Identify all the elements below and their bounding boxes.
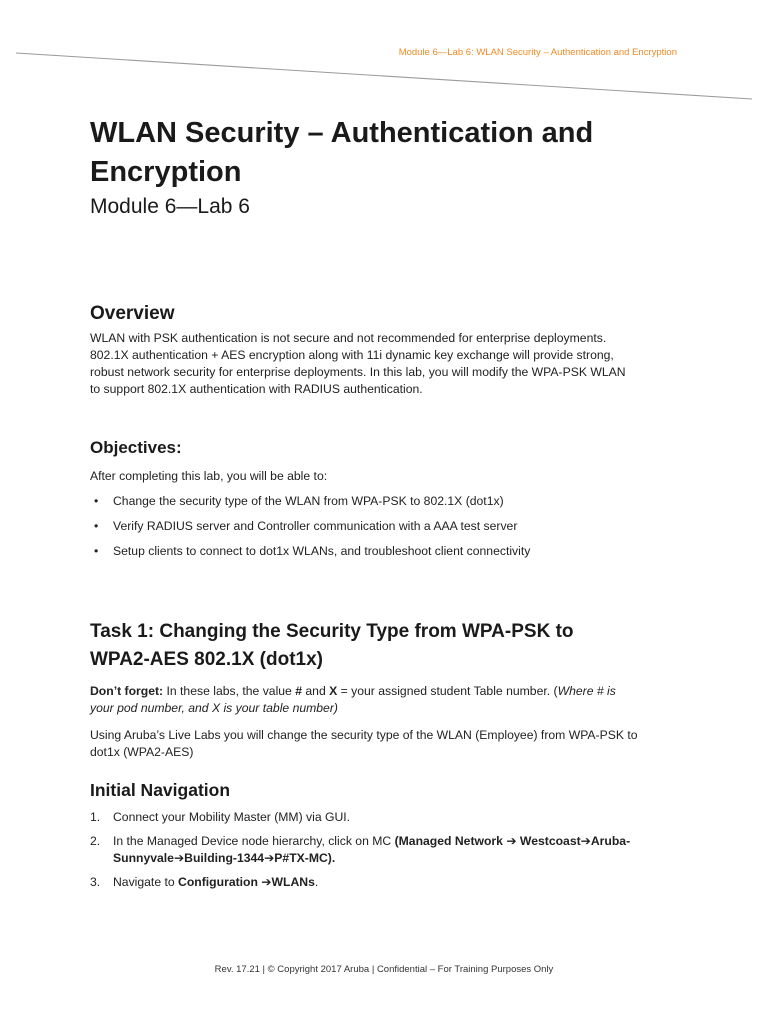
- note-text: and: [302, 684, 330, 698]
- step-number: 1.: [90, 810, 101, 824]
- document-body: [90, 114, 680, 898]
- step-path: Configuration ➔WLANs: [178, 875, 315, 889]
- page-title: [90, 114, 680, 192]
- objective-text: Setup clients to connect to dot1x WLANs, and troubleshoot client connectivity: [113, 544, 531, 558]
- overview-line: WLAN with PSK authentication is not secure and not recommended for enterprise deployments.: [90, 331, 607, 345]
- task1-heading-line-1: Task 1: Changing the Security Type from WPA-PSK to: [90, 621, 574, 642]
- page-subtitle: Module 6—Lab 6: [90, 195, 250, 218]
- note-text: = your assigned student Table number. (: [337, 684, 558, 698]
- step-text: Connect your Mobility Master (MM) via GUI.: [113, 810, 351, 824]
- note-symbol: #: [295, 684, 303, 698]
- page-footer: Rev. 17.21 | © Copyright 2017 Aruba | Confidential – For Training Purposes Only: [214, 964, 554, 975]
- note-italic: Where # is: [557, 684, 616, 698]
- overview-heading: Overview: [90, 303, 175, 324]
- objective-text: Change the security type of the WLAN from WPA-PSK to 802.1X (dot1x): [113, 494, 504, 508]
- objective-text: Verify RADIUS server and Controller communication with a AAA test server: [113, 519, 518, 533]
- note-label: Don’t forget:: [90, 684, 164, 698]
- objectives-heading: Objectives:: [90, 438, 182, 457]
- step-text: .: [314, 875, 319, 889]
- objectives-list: [90, 493, 680, 560]
- overview-line: robust network security for enterprise deployments. In this lab, you will modify the WPA-PSK WLAN: [90, 365, 626, 379]
- overview-line: 802.1X authentication + AES encryption along with 11i dynamic key exchange will provide strong,: [90, 348, 614, 362]
- list-item: [90, 518, 680, 535]
- list-item: [90, 493, 680, 510]
- task1-line: dot1x (WPA2-AES): [90, 745, 194, 759]
- list-item: [90, 809, 680, 826]
- task1-heading-line-2: WPA2-AES 802.1X (dot1x): [90, 649, 323, 670]
- step-text: Navigate to: [113, 875, 179, 889]
- objectives-intro: After completing this lab, you will be able to:: [90, 469, 328, 483]
- running-head: Module 6—Lab 6: WLAN Security – Authentication and Encryption: [398, 47, 677, 58]
- step-path: (Managed Network ➔ Westcoast➔Aruba-: [394, 834, 631, 848]
- bullet-icon: •: [94, 519, 99, 533]
- task1-heading: [90, 618, 680, 674]
- overview-paragraph: [90, 330, 680, 398]
- step-path: Sunnyvale➔Building-1344➔P#TX-MC).: [113, 851, 336, 865]
- note-symbol: X: [329, 684, 338, 698]
- initial-navigation-heading: Initial Navigation: [90, 780, 231, 800]
- title-line-2: Encryption: [90, 156, 242, 188]
- dont-forget-note: [90, 683, 680, 717]
- list-item: [90, 874, 680, 891]
- step-number: 3.: [90, 875, 101, 889]
- bullet-icon: •: [94, 494, 99, 508]
- overview-line: to support 802.1X authentication with RADIUS authentication.: [90, 382, 423, 396]
- list-item: [90, 543, 680, 560]
- bullet-icon: •: [94, 544, 99, 558]
- task1-paragraph: [90, 727, 680, 761]
- task1-line: Using Aruba’s Live Labs you will change the security type of the WLAN (Employee) from WPA-PSK to: [90, 728, 638, 742]
- title-line-1: WLAN Security – Authentication and: [90, 117, 594, 149]
- note-text: In these labs, the value: [163, 684, 296, 698]
- navigation-steps: [90, 809, 680, 891]
- note-italic: your pod number, and X is your table number): [90, 701, 338, 715]
- step-text: In the Managed Device node hierarchy, click on MC: [113, 834, 395, 848]
- list-item: [90, 833, 680, 867]
- step-number: 2.: [90, 834, 101, 848]
